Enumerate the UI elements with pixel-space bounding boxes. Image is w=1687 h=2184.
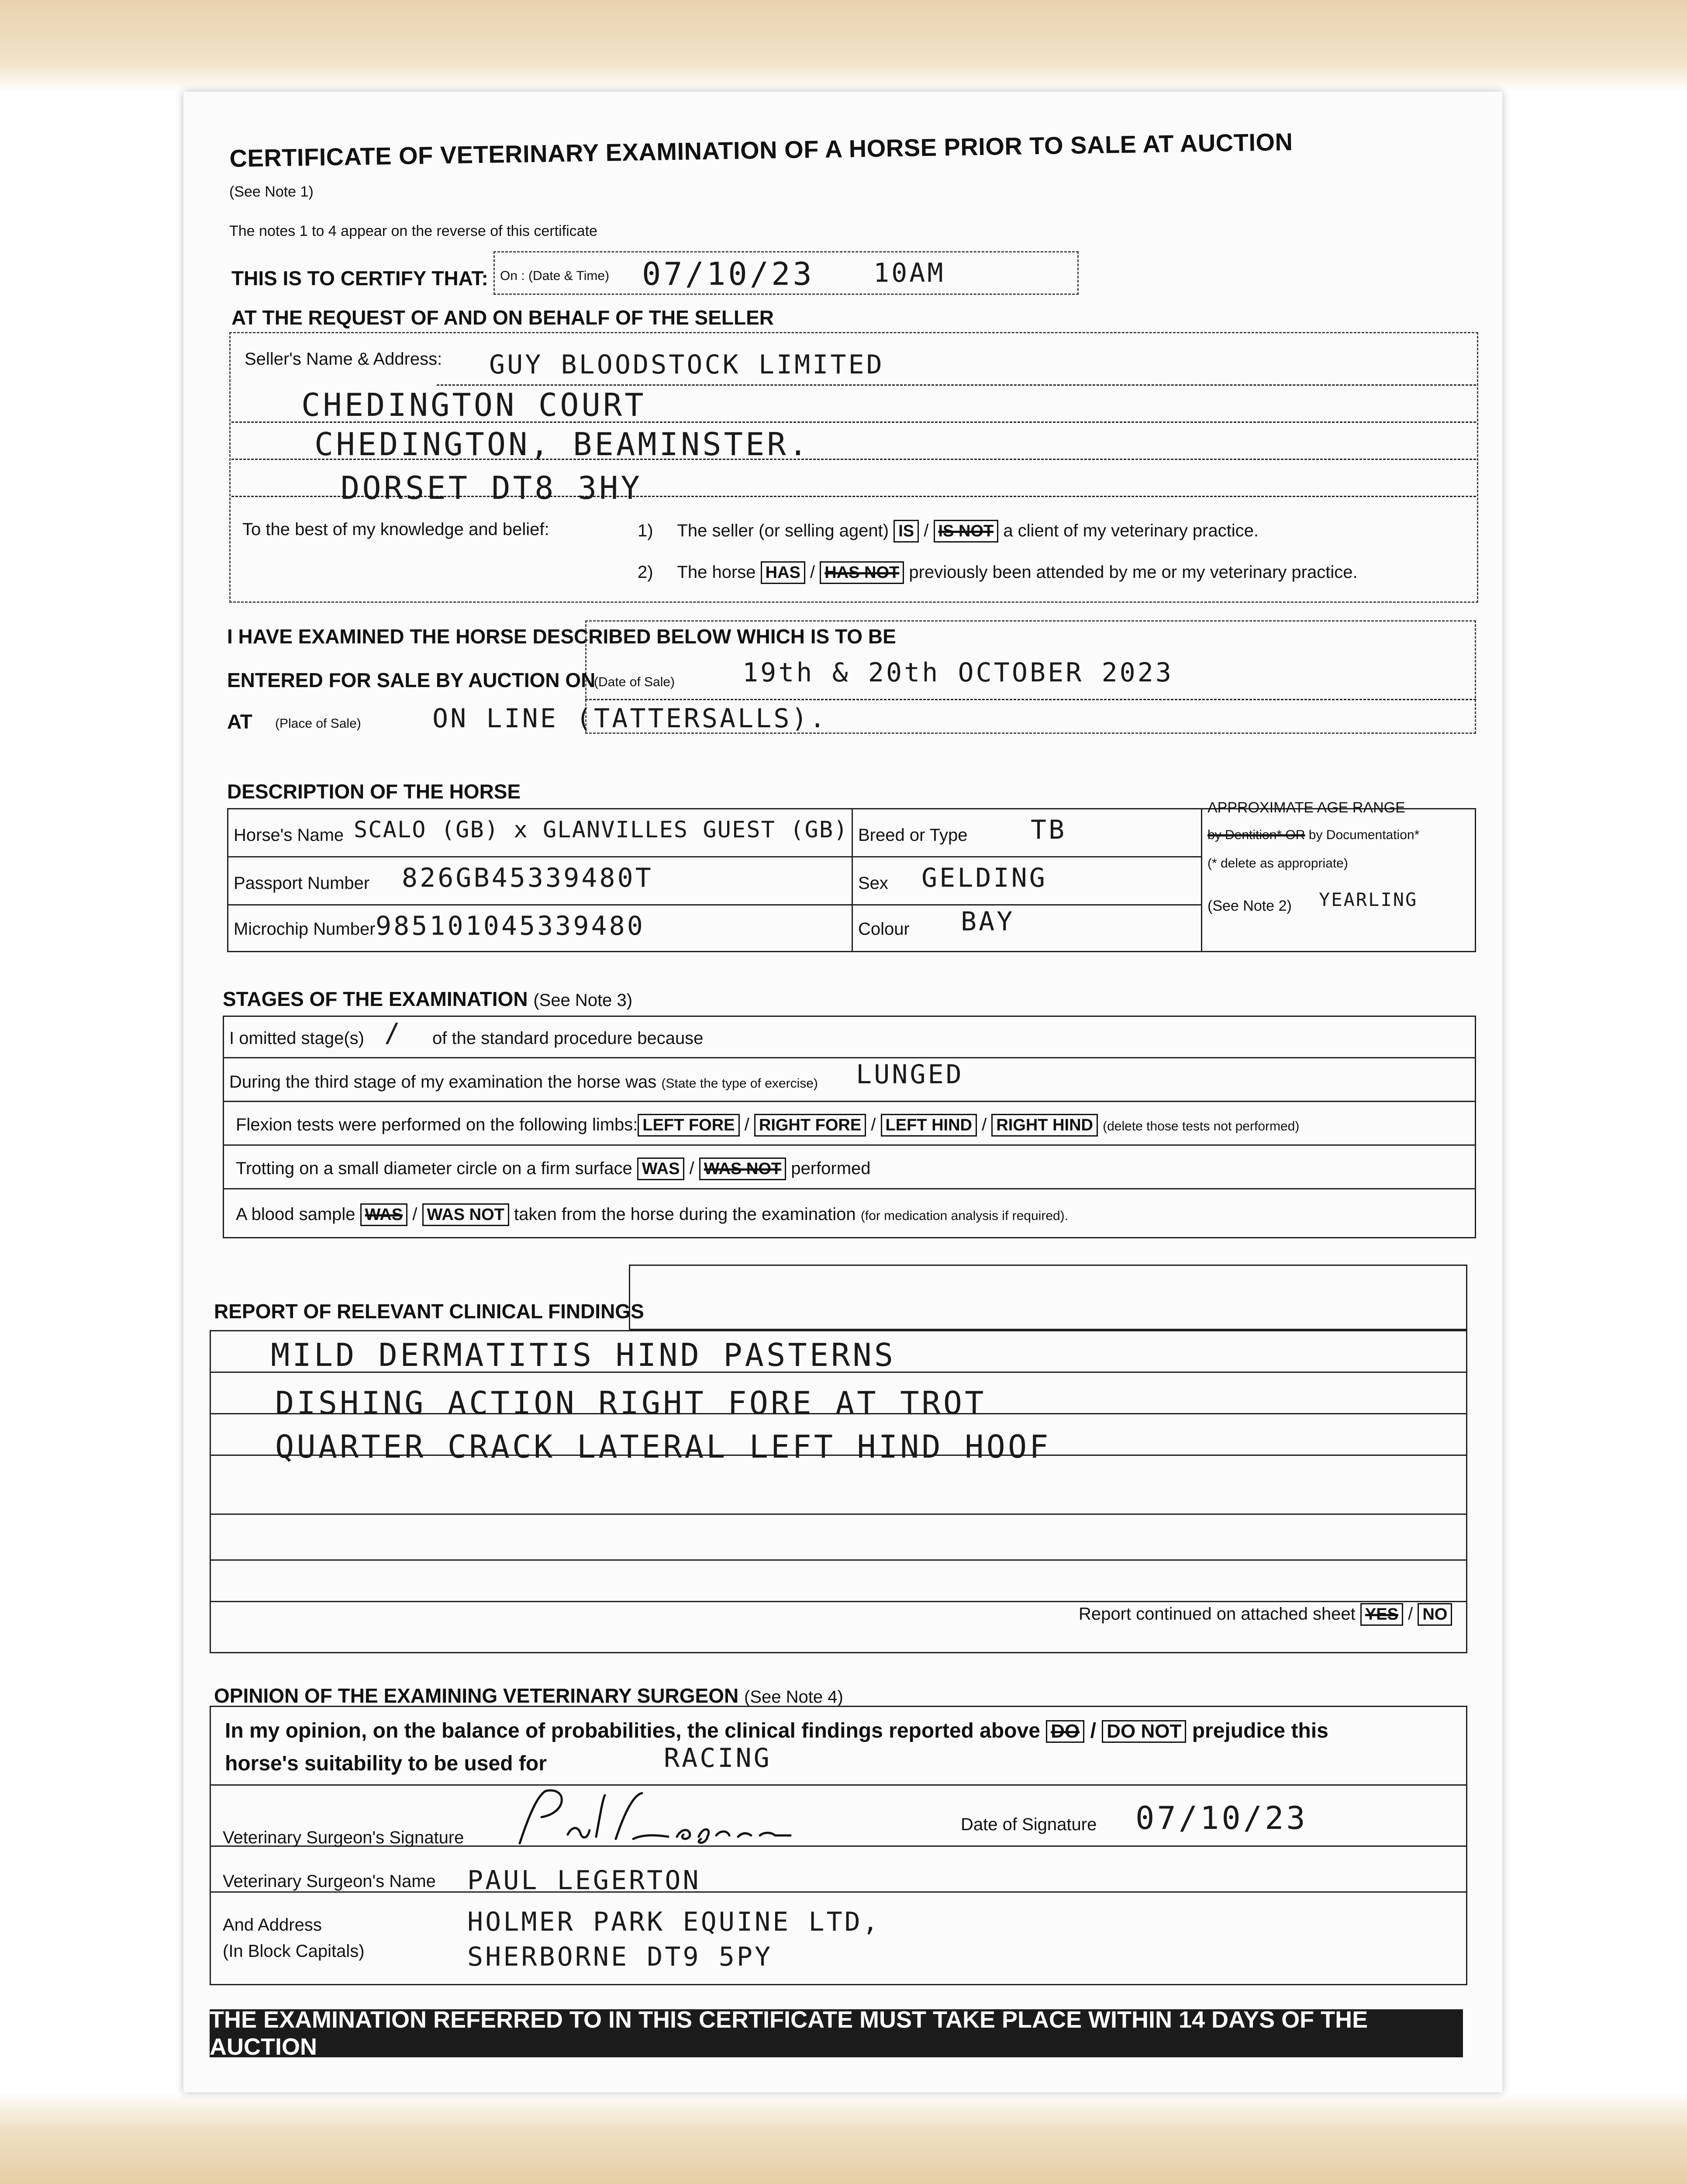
- sale-heading-2: ENTERED FOR SALE BY AUCTION ON: [227, 669, 596, 691]
- age-see-note-2: (See Note 2): [1207, 898, 1292, 914]
- seller-name-label: Seller's Name & Address:: [245, 349, 442, 369]
- place-of-sale[interactable]: ON LINE (TATTERSALLS).: [432, 703, 828, 734]
- flexion-line: Flexion tests were performed on the following limbs: LEFT FORE / RIGHT FORE / LEFT HIND / RIGHT HIND (delete those tests not performed): [236, 1114, 1299, 1137]
- opinion-text-line-1: In my opinion, on the balance of probabilities, the clinical findings reported above DO / DO NOT prejudice this: [225, 1719, 1328, 1742]
- blood-was-not-option[interactable]: WAS NOT: [422, 1203, 509, 1226]
- is-option[interactable]: IS: [894, 520, 919, 543]
- at-label: AT: [227, 710, 252, 733]
- on-date-time-label: On : (Date & Time): [500, 269, 610, 283]
- veterinary-signature: [502, 1787, 834, 1852]
- description-heading: DESCRIPTION OF THE HORSE: [227, 780, 521, 803]
- date-of-sale-label: (Date of Sale): [594, 675, 675, 689]
- signature-label: Veterinary Surgeon's Signature: [223, 1828, 464, 1847]
- date-of-signature[interactable]: 07/10/23: [1135, 1800, 1308, 1836]
- report-continued-line: Report continued on attached sheet YES / NO: [1079, 1603, 1452, 1626]
- seller-address-line-2[interactable]: CHEDINGTON, BEAMINSTER.: [314, 426, 810, 463]
- exam-time[interactable]: 10AM: [873, 258, 945, 288]
- seller-name[interactable]: GUY BLOODSTOCK LIMITED: [489, 349, 884, 380]
- blood-was-option[interactable]: WAS: [360, 1203, 408, 1226]
- third-stage-line: During the third stage of my examination the horse was (State the type of exercise): [229, 1072, 818, 1092]
- opinion-heading: OPINION OF THE EXAMINING VETERINARY SURGEON (See Note 4): [214, 1684, 843, 1707]
- horse-name[interactable]: SCALO (GB) x GLANVILLES GUEST (GB): [354, 817, 849, 843]
- continued-no-option[interactable]: NO: [1418, 1603, 1452, 1626]
- date-of-signature-label: Date of Signature: [961, 1815, 1097, 1834]
- belief-label: To the best of my knowledge and belief:: [242, 520, 549, 539]
- footer-banner: THE EXAMINATION REFERRED TO IN THIS CERTIFICATE MUST TAKE PLACE WITHIN 14 DAYS OF THE AUCTION: [210, 2009, 1463, 2057]
- horse-name-label: Horse's Name: [234, 826, 344, 845]
- place-of-sale-label: (Place of Sale): [275, 716, 361, 731]
- passport-label: Passport Number: [234, 874, 370, 893]
- age-value[interactable]: YEARLING: [1319, 889, 1418, 910]
- right-hind-option[interactable]: RIGHT HIND: [991, 1114, 1098, 1137]
- left-fore-option[interactable]: LEFT FORE: [638, 1114, 739, 1137]
- certify-label: THIS IS TO CERTIFY THAT:: [231, 267, 488, 290]
- sex-label: Sex: [858, 874, 888, 893]
- omitted-post: of the standard procedure because: [432, 1029, 704, 1048]
- vet-address-line-2[interactable]: SHERBORNE DT9 5PY: [467, 1942, 773, 1972]
- vet-name-label: Veterinary Surgeon's Name: [223, 1872, 436, 1891]
- seller-heading: AT THE REQUEST OF AND ON BEHALF OF THE SELLER: [231, 306, 774, 329]
- intended-use[interactable]: RACING: [664, 1743, 772, 1773]
- vet-name[interactable]: PAUL LEGERTON: [467, 1865, 701, 1896]
- block-capitals-label: (In Block Capitals): [223, 1942, 365, 1961]
- date-of-sale[interactable]: 19th & 20th OCTOBER 2023: [742, 657, 1173, 688]
- report-line-1[interactable]: MILD DERMATITIS HIND PASTERNS: [271, 1337, 896, 1373]
- right-fore-option[interactable]: RIGHT FORE: [754, 1114, 866, 1137]
- stages-heading: STAGES OF THE EXAMINATION (See Note 3): [223, 988, 633, 1010]
- microchip-label: Microchip Number: [234, 919, 376, 939]
- trot-line: Trotting on a small diameter circle on a firm surface WAS / WAS NOT performed: [236, 1158, 871, 1180]
- report-line-2[interactable]: DISHING ACTION RIGHT FORE AT TROT: [275, 1385, 987, 1421]
- vet-address-label: And Address: [223, 1915, 322, 1935]
- exam-date[interactable]: 07/10/23: [642, 256, 814, 292]
- by-documentation-option[interactable]: by Documentation*: [1308, 828, 1420, 842]
- certificate-title: CERTIFICATE OF VETERINARY EXAMINATION OF A HORSE PRIOR TO SALE AT AUCTION: [229, 128, 1293, 172]
- see-note-1: (See Note 1): [229, 183, 314, 200]
- vet-address-line-1[interactable]: HOLMER PARK EQUINE LTD,: [467, 1907, 880, 1937]
- report-line-3[interactable]: QUARTER CRACK LATERAL LEFT HIND HOOF: [275, 1428, 1051, 1465]
- background-top: [0, 0, 1687, 92]
- breed-label: Breed or Type: [858, 826, 968, 845]
- has-option[interactable]: HAS: [761, 561, 805, 584]
- do-not-option[interactable]: DO NOT: [1102, 1720, 1186, 1743]
- is-not-option[interactable]: IS NOT: [934, 520, 999, 543]
- omitted-value[interactable]: /: [384, 1018, 403, 1048]
- blood-line: A blood sample WAS / WAS NOT taken from the horse during the examination (for medication analysis if required).: [236, 1203, 1068, 1226]
- seller-address-line-3[interactable]: DORSET DT8 3HY: [341, 470, 642, 506]
- background-bottom: [0, 2092, 1687, 2184]
- report-header-box: [629, 1265, 1467, 1330]
- opinion-text-line-2: horse's suitability to be used for: [225, 1752, 547, 1775]
- report-heading: REPORT OF RELEVANT CLINICAL FINDINGS: [214, 1300, 644, 1323]
- sex-value[interactable]: GELDING: [921, 863, 1047, 893]
- continued-yes-option[interactable]: YES: [1360, 1603, 1403, 1626]
- seller-client-line: 1) The seller (or selling agent) IS / IS NOT a client of my veterinary practice.: [638, 520, 1259, 543]
- notes-line: The notes 1 to 4 appear on the reverse of this certificate: [229, 223, 597, 239]
- age-heading: APPROXIMATE AGE RANGE: [1207, 799, 1405, 816]
- left-hind-option[interactable]: LEFT HIND: [881, 1114, 977, 1137]
- trot-was-option[interactable]: WAS: [637, 1158, 685, 1180]
- microchip-number[interactable]: 985101045339480: [376, 911, 645, 941]
- passport-number[interactable]: 826GB45339480T: [402, 863, 653, 893]
- do-option[interactable]: DO: [1046, 1720, 1084, 1743]
- age-delete-note: (* delete as appropriate): [1207, 856, 1348, 871]
- horse-attended-line: 2) The horse HAS / HAS NOT previously been attended by me or my veterinary practice.: [638, 561, 1358, 584]
- colour-value[interactable]: BAY: [961, 906, 1015, 937]
- trot-was-not-option[interactable]: WAS NOT: [699, 1158, 786, 1180]
- has-not-option[interactable]: HAS NOT: [820, 561, 904, 584]
- sale-heading-1: I HAVE EXAMINED THE HORSE DESCRIBED BELOW WHICH IS TO BE: [227, 625, 896, 648]
- age-method-line: [1207, 828, 1419, 843]
- omitted-label: I omitted stage(s): [229, 1029, 365, 1048]
- by-dentition-option[interactable]: by Dentition* OR: [1207, 828, 1305, 842]
- breed-value[interactable]: TB: [1031, 815, 1067, 845]
- exercise-type[interactable]: LUNGED: [856, 1059, 964, 1090]
- seller-address-line-1[interactable]: CHEDINGTON COURT: [301, 387, 646, 423]
- colour-label: Colour: [858, 919, 910, 939]
